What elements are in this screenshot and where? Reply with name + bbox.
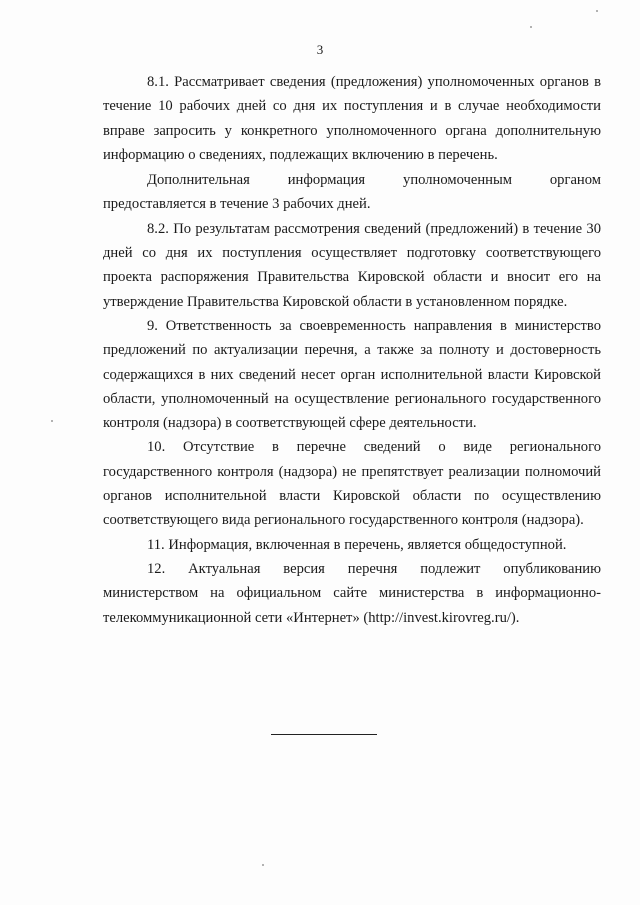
paragraph-8-2: 8.2. По результатам рассмотрения сведений (предложений) в течение 30 дней со дня их поступления осуществляет подготовку соответствующего проекта распоряжения Правительства Кировской области и вносит его на утверждение Правительства Кировской области в установленном порядке.: [103, 220, 601, 310]
scan-speck: [51, 420, 53, 422]
scan-speck: [262, 864, 264, 866]
paragraph-10: 10. Отсутствие в перечне сведений о виде регионального государственного контроля (надзора) не препятствует реализации полномочий органов исполнительной власти Кировской области по осуществлению соответствующего вида регионального государственного контроля (надзора).: [103, 439, 601, 529]
end-separator-line: [271, 734, 377, 735]
document-body: [103, 70, 601, 630]
paragraph-12: 12. Актуальная версия перечня подлежит опубликованию министерством на официальном сайте министерства в информационно-телекоммуникационной сети «Интернет» (http://invest.kirovreg.ru/).: [103, 560, 601, 626]
scan-speck: [530, 26, 532, 28]
page-number: 3: [316, 42, 324, 57]
paragraph-8-1-additional: Дополнительная информация уполномоченным органом предоставляется в течение 3 рабочих дней.: [103, 172, 601, 213]
scan-speck: [596, 10, 598, 12]
paragraph-9: 9. Ответственность за своевременность направления в министерство предложений по актуализации перечня, а также за полноту и достоверность содержащихся в них сведений несет орган исполнительной власти Кировской области, уполномоченный на осуществление регионального государственного контроля (надзора) в соответствующей сфере деятельности.: [103, 317, 601, 432]
paragraph-8-1: 8.1. Рассматривает сведения (предложения) уполномоченных органов в течение 10 рабочих дней со дня их поступления и в случае необходимости вправе запросить у конкретного уполномоченного органа дополнительную информацию о сведениях, подлежащих включению в перечень.: [103, 74, 601, 163]
paragraph-11: 11. Информация, включенная в перечень, является общедоступной.: [147, 536, 567, 553]
